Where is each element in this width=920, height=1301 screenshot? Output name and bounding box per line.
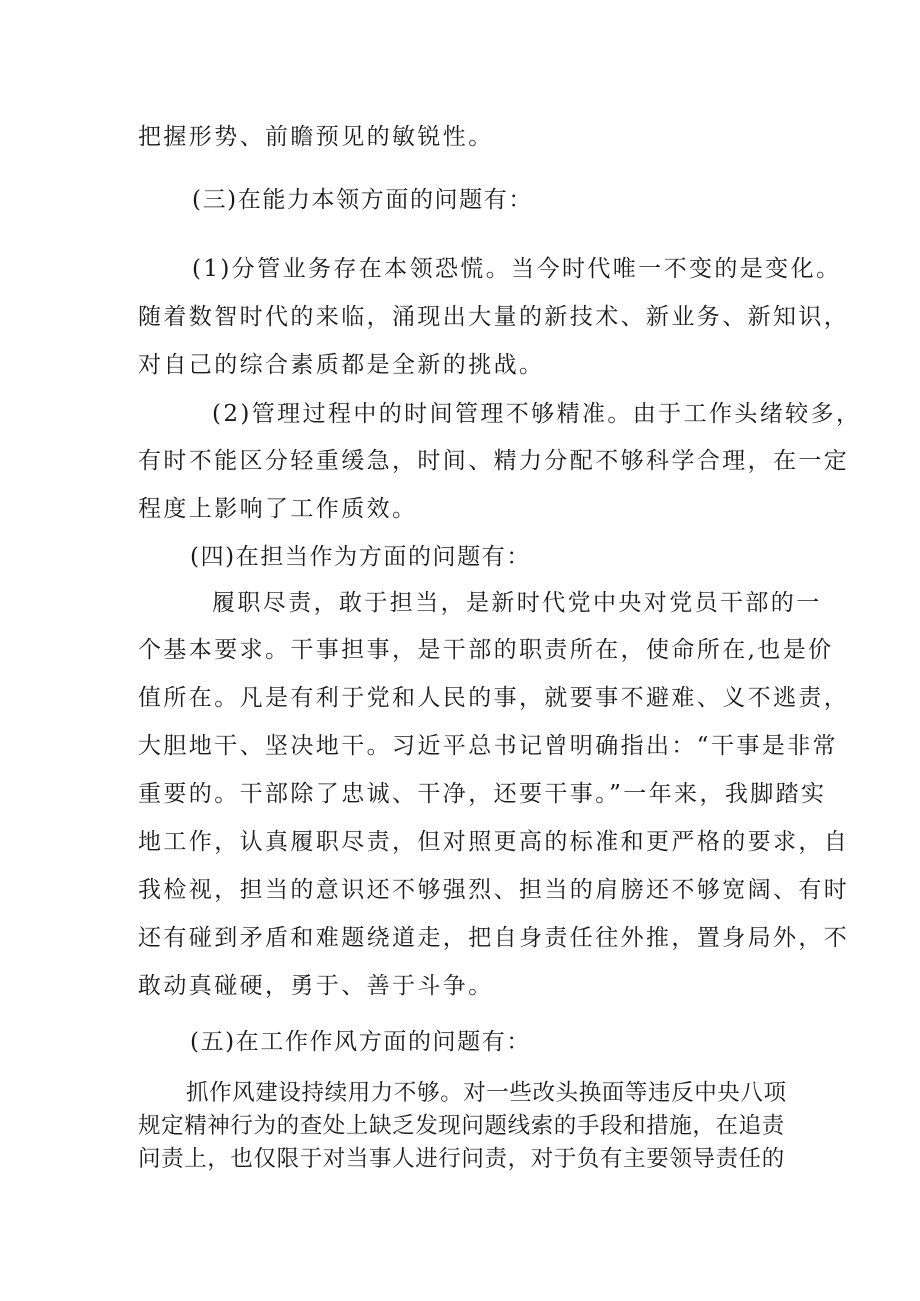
paragraph-line: 抓作风建设持续用力不够。对一些改头换面等违反中央八项 [186, 1080, 787, 1106]
paragraph-line: 把握形势、前瞻预见的敏锐性。 [138, 124, 494, 150]
paragraph-line: 大胆地干、坚决地干。习近平总书记曾明确指出：“干事是非常 [138, 733, 838, 759]
paragraph-line: 程度上影响了工作质效。 [138, 496, 418, 522]
paragraph-line: (1)分管业务存在本领恐慌。当今时代唯一不变的是变化。 [192, 256, 842, 282]
paragraph-line: 对自己的综合素质都是全新的挑战。 [138, 352, 545, 378]
paragraph-line: 个基本要求。干事担事，是干部的职责所在，使命所在,也是价 [138, 637, 834, 663]
paragraph-line: 问责上，也仅限于对当事人进行问责，对于负有主要领导责任的 [138, 1146, 785, 1172]
paragraph-line: 值所在。凡是有利于党和人民的事，就要事不避难、义不逃责， [138, 685, 850, 711]
paragraph-line: 随着数智时代的来临，涌现出大量的新技术、新业务、新知识， [138, 304, 850, 330]
section-heading-5: (五)在工作作风方面的问题有： [190, 1029, 531, 1055]
paragraph-line: 重要的。干部除了忠诚、干净，还要干事。”一年来，我脚踏实 [138, 781, 827, 807]
paragraph-line: 还有碰到矛盾和难题绕道走，把自身责任往外推，置身局外，不 [138, 925, 850, 951]
paragraph-line: 敢动真碰硬，勇于、善于斗争。 [138, 973, 494, 999]
paragraph-line: 规定精神行为的查处上缺乏发现问题线索的手段和措施，在追责 [138, 1113, 785, 1139]
section-heading-4: (四)在担当作为方面的问题有： [190, 544, 531, 570]
section-heading-3: (三)在能力本领方面的问题有： [192, 187, 533, 213]
paragraph-line: 有时不能区分轻重缓急，时间、精力分配不够科学合理，在一定 [138, 448, 850, 474]
paragraph-line: 地工作，认真履职尽责，但对照更高的标准和更严格的要求，自 [138, 829, 850, 855]
paragraph-line: 我检视，担当的意识还不够强烈、担当的肩膀还不够宽阔、有时 [138, 877, 850, 903]
paragraph-line: (2)管理过程中的时间管理不够精准。由于工作头绪较多， [212, 401, 862, 427]
paragraph-line: 履职尽责，敢于担当，是新时代党中央对党员干部的一 [212, 590, 822, 616]
